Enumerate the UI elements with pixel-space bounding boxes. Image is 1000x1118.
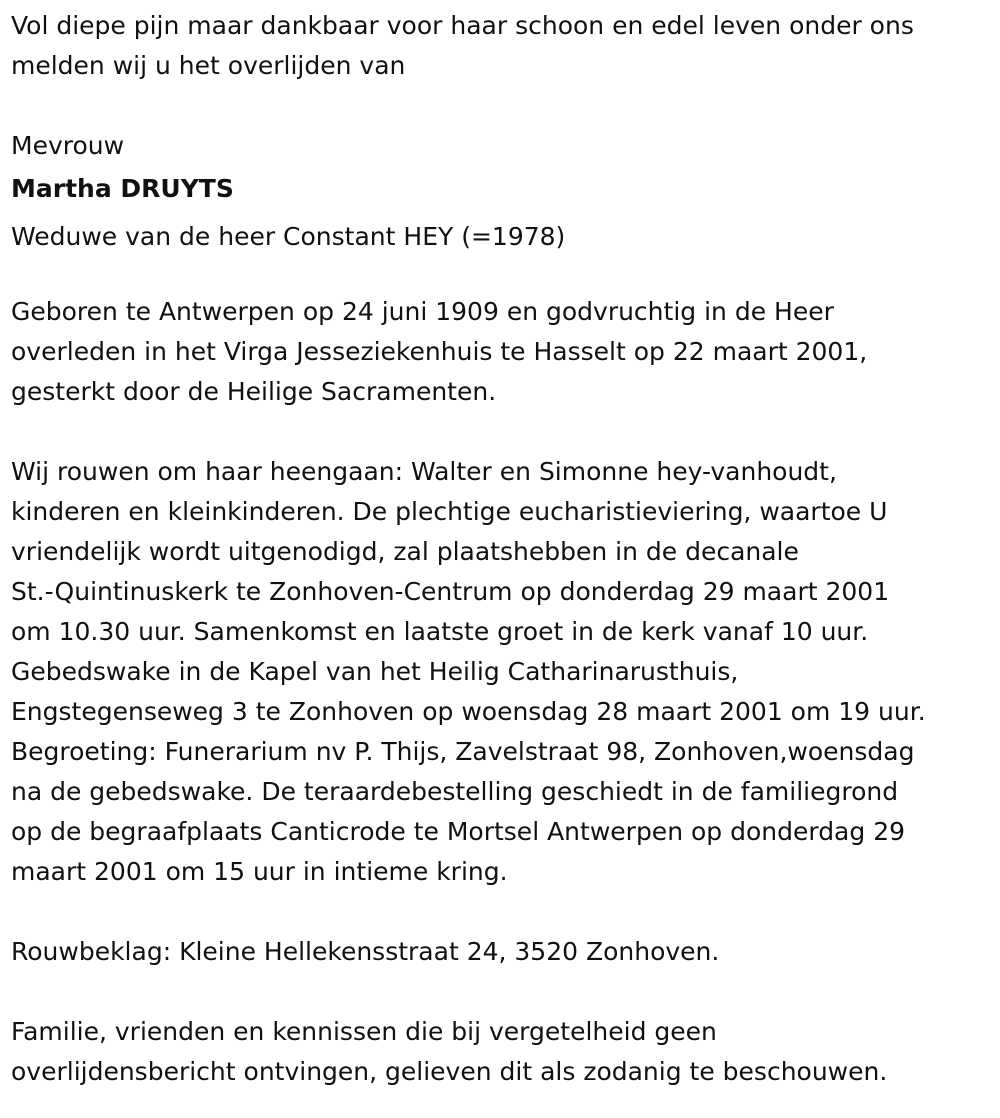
spacer	[11, 262, 991, 292]
spacer	[11, 972, 991, 1012]
funeral-details-paragraph: Wij rouwen om haar heengaan: Walter en Simonne hey-vanhoudt, kinderen en kleinkinderen. De plechtige eucharistieviering, waartoe U vriendelijk wordt uitgenodigd, zal plaatshebben in de decanale St.-Quintinuskerk te Zonhoven-Centrum op donderdag 29 maart 2001 om 10.30 uur. Samenkomst en laatste groet in de kerk vanaf 10 uur. Gebedswake in de Kapel van het Heilig Catharinarusthuis, Engstegenseweg 3 te Zonhoven op woensdag 28 maart 2001 om 19 uur. Begroeting: Funerarium nv P. Thijs, Zavelstraat 98, Zonhoven,woensdag na de gebedswake. De teraardebestelling geschiedt in de familiegrond op de begraafplaats Canticrode te Mortsel Antwerpen op donderdag 29 maart 2001 om 15 uur in intieme kring.	[11, 457, 926, 886]
spacer	[11, 412, 991, 452]
condolence-address: Rouwbeklag: Kleine Hellekensstraat 24, 3520 Zonhoven.	[11, 937, 720, 966]
deceased-name: Martha DRUYTS	[11, 174, 234, 203]
spacer	[11, 892, 991, 932]
birth-death-paragraph: Geboren te Antwerpen op 24 juni 1909 en godvruchtig in de Heer overleden in het Virga Jesseziekenhuis te Hasselt op 22 maart 2001, gesterkt door de Heilige Sacramenten.	[11, 297, 868, 406]
spacer	[11, 86, 991, 126]
intro-paragraph: Vol diepe pijn maar dankbaar voor haar schoon en edel leven onder ons melden wij u het overlijden van	[11, 11, 914, 80]
salutation: Mevrouw	[11, 131, 125, 160]
closing-paragraph: Familie, vrienden en kennissen die bij vergetelheid geen overlijdensbericht ontvingen, gelieven dit als zodanig te beschouwen.	[11, 1017, 888, 1086]
spouse-line: Weduwe van de heer Constant HEY (=1978)	[11, 222, 566, 251]
obituary-notice	[11, 6, 991, 1092]
